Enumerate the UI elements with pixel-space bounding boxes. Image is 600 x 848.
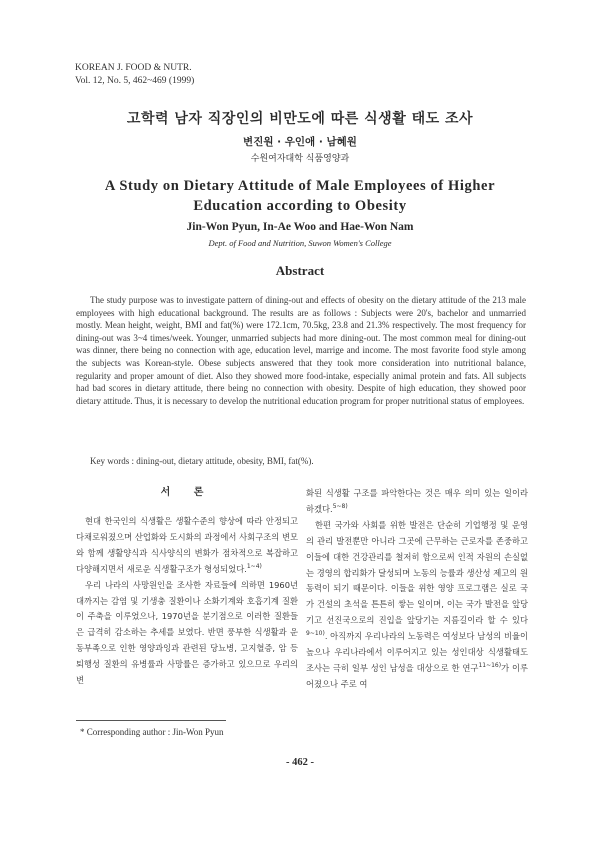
journal-name: KOREAN J. FOOD & NUTR. <box>75 63 192 73</box>
section-heading-introduction: 서 론 <box>160 487 214 498</box>
footnote-corresponding-author: * Corresponding author : Jin-Won Pyun <box>80 727 224 737</box>
abstract-heading: Abstract <box>275 263 325 278</box>
paragraph-3-part-a: 한편 국가와 사회를 위한 발전은 단순히 기업행정 및 운영의 관리 발전뿐만 아니라 그곳에 근무하는 근로자를 존중하고 이들에 대한 건강관리를 철저히 함으로써 인적 자원의 손실없는 경영의 합리화가 달성되며 노동의 능률과 생산성 제고의 원동력이 되기 때문이다. 이들을 위한 영양 프로그램은 실로 국가 건설의 초석을 튼튼히 쌓는 일이며, 이는 국가 발전을 앞당기고 선진국으로의 진입을 앞당기는 지름길이라 할 수 있다 <box>306 519 528 626</box>
footnote-divider <box>76 720 226 721</box>
left-column <box>76 486 298 689</box>
citation-ref: 9~10) <box>306 630 325 638</box>
intro-paragraph-3 <box>306 518 528 693</box>
page-number: - 462 - <box>286 757 314 768</box>
intro-paragraph-2: 우리 나라의 사망원인을 조사한 자료들에 의하면 1960년대까지는 감염 및 기생충 질환이나 소화기계와 호흡기계 질환이 주축을 이루었으나, 1970년을 분기점으로 이러한 질환들은 급격히 감소하는 추세를 보였다. 반면 풍부한 식생활과 운동부족으로 인한 영양과잉과 관련된 당뇨병, 고지혈증, 암 등 퇴행성 질환의 유병률과 사망률은 증가하고 있으므로 우리의 변 <box>76 579 298 686</box>
citation-ref: 5~8) <box>332 503 348 511</box>
abstract-body <box>76 294 526 407</box>
paragraph-3-part-b: . 아직까지 우리나라의 노동력은 여성보다 남성의 비율이 높으나 우리나라에서 이루어지고 있는 성인대상 식생활태도 조사는 극히 일부 성인 남성을 대상으로 한 연구 <box>306 631 528 673</box>
english-authors: Jin-Won Pyun, In-Ae Woo and Hae-Won Nam <box>186 221 414 233</box>
continued-text: 화된 식생활 구조를 파악한다는 것은 매우 의미 있는 일이라 하겠다. <box>306 488 528 514</box>
paragraph-3-part-c: 가 이루어졌으나 주로 여 <box>306 662 529 689</box>
journal-header <box>75 62 194 87</box>
right-column <box>306 486 528 693</box>
citation-ref: 1~4) <box>246 562 262 570</box>
abstract-text: The study purpose was to investigate pattern of dining-out and effects of obesity on the dietary attitude of the 213 male employees with high educational background. The results are as follows : Subjects were 20's, bachelor and unmarried mostly. Mean height, weight, BMI and fat(%) were 172.1cm, 70.5kg, 23.8 and 21.3% respectively. The most frequency for dining-out was 3~4 times/week. Younger, unmarried subjects had more dining-out. The most common meal for dining-out was dinner, there being no connection with age, education level, marrige and income. The most favorite food style among the subjects was Korean-style. Obese subjects answered that they took more consideration into nutritional balance, regularity and proper amount of diet. Also they showed more food-intake, especially animal protein and fats. All subjects had bad scores in dietary attitude, there being no connection with obesity. Despite of high education, they showed poor dietary attitude. Thus, it is necessary to develop the nutritional education program for proper nutritional status of employees. <box>76 295 526 406</box>
keywords: Key words : dining-out, dietary attitude, obesity, BMI, fat(%). <box>90 456 314 466</box>
english-affiliation: Dept. of Food and Nutrition, Suwon Women's College <box>208 238 392 248</box>
korean-title: 고학력 남자 직장인의 비만도에 따른 식생활 태도 조사 <box>126 111 474 127</box>
journal-citation: Vol. 12, No. 5, 462~469 (1999) <box>75 75 195 86</box>
intro-paragraph-1-text: 현대 한국인의 식생활은 생활수준의 향상에 따라 안정되고 다채로워졌으며 산업화와 도시화의 과정에서 사회구조의 변모와 함께 생활양식과 식사양식의 변화가 점차적으로 복잡하고 다양해지면서 새로운 식생활구조가 형성되었다. <box>76 516 298 574</box>
intro-paragraph-2-continued <box>306 486 528 518</box>
english-title: A Study on Dietary Attitude of Male Employees of Higher Education according to Obesity <box>104 178 496 214</box>
citation-ref: 11~16) <box>478 662 502 670</box>
korean-authors: 변진원 · 우인애 · 남혜원 <box>243 136 357 148</box>
intro-paragraph-1 <box>76 514 298 578</box>
korean-affiliation: 수원여자대학 식품영양과 <box>250 154 350 164</box>
